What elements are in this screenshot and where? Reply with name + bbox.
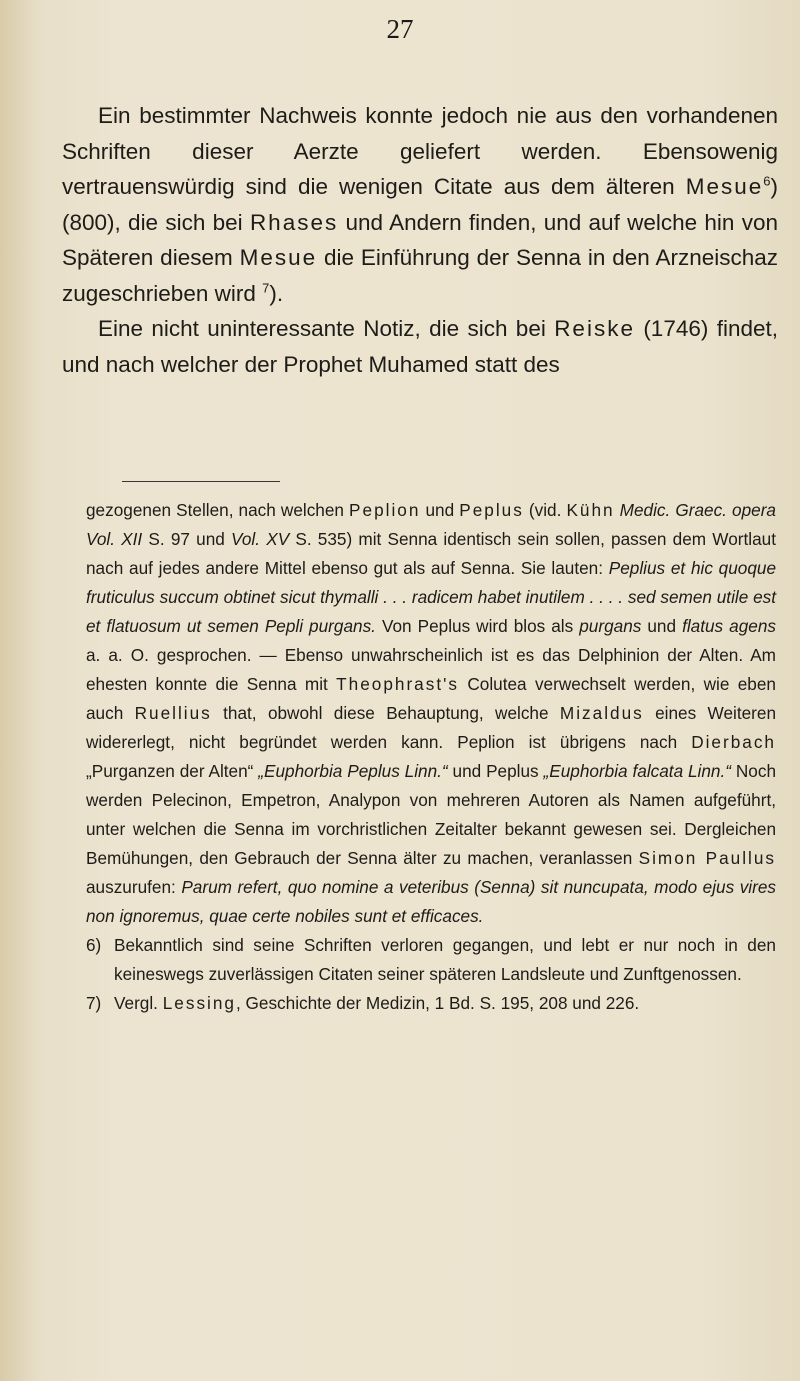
- text-run: Eine nicht uninteressante Notiz, die sich bei: [98, 316, 555, 341]
- text-run: S. 97 und: [142, 529, 232, 549]
- footnote-7-row: [86, 989, 776, 1018]
- footnotes: [86, 496, 776, 1018]
- author-name: Ruellius: [134, 703, 212, 723]
- footnote-ref: 7: [262, 280, 270, 295]
- text-run: eines Weiteren widererlegt, nicht begründet werden kann. Peplion ist übrigens nach: [86, 703, 777, 752]
- text-run: auszurufen:: [86, 877, 182, 897]
- italic-quote: Peplius et hic quoque fruticulus succum obtinet sicut thymalli . . . radicem habet inutilem . . . . sed semen utile est et flatuosum ut semen Pepli purgans.: [86, 558, 777, 636]
- text-run: (1746) findet, und nach welcher der Prophet Muhamed statt des: [62, 316, 778, 377]
- page-number: 27: [386, 14, 414, 44]
- italic-citation: Medic. Graec. opera Vol. XII: [86, 500, 776, 549]
- italic-term: „Euphorbia Peplus Linn.“: [258, 761, 448, 781]
- text-run: die Einführung der Senna in den Arzneischaz zugeschrieben wird: [62, 245, 779, 306]
- italic-citation: Vol. XV: [231, 529, 290, 549]
- paragraph-2: [62, 311, 778, 382]
- text-run: „Purganzen der Alten“: [86, 761, 259, 781]
- text-run: Ein bestimmter Nachweis konnte jedoch nie aus den vorhandenen Schriften dieser Aerzte geliefert werden. Ebensowenig vertrauenswürdig sind die wenigen Citate aus dem älteren: [62, 103, 778, 199]
- paragraph-1: [62, 98, 778, 311]
- text-run: und: [420, 500, 460, 520]
- term-name: Peplion: [349, 500, 421, 520]
- footnote-ref: 6: [763, 173, 771, 189]
- text-run: (vid.: [523, 500, 567, 520]
- text-run: Colutea verwechselt werden, wie eben auch: [86, 674, 776, 723]
- author-name: Theophrast's: [336, 674, 459, 694]
- italic-term: „Euphorbia falcata Linn.“: [543, 761, 731, 781]
- italic-quote: Parum refert, quo nomine a veteribus (Senna) sit nuncupata, modo ejus vires non ignoremus, quae certe nobiles sunt et efficaces.: [86, 877, 776, 926]
- text-run: und Peplus: [447, 761, 544, 781]
- author-name: Dierbach: [691, 732, 776, 752]
- text-run: Noch werden Pelecinon, Empetron, Analypon von mehreren Autoren als Namen aufgeführt, unter welchen die Senna im vorchristlichen Zeitalter bekannt gewesen sei. Dergleichen Bemühungen, den Gebrauch der Senna älter zu machen, veranlassen: [86, 761, 776, 868]
- author-name: Kühn: [566, 500, 615, 520]
- text-run: und: [641, 616, 683, 636]
- text-run: a. a. O. gesprochen. — Ebenso unwahrscheinlich ist es das Delphinion der Alten. Am ehesten konnte die Senna mit: [86, 645, 776, 694]
- text-run: , Geschichte der Medizin, 1 Bd. S. 195, 208 und 226.: [235, 993, 640, 1013]
- footnote-continuation: [86, 496, 776, 931]
- italic-term: purgans: [579, 616, 642, 636]
- text-run: und Andern finden, und auf welche hin von Späteren diesem: [62, 209, 778, 270]
- footnote-divider: [122, 481, 280, 482]
- author-name: Mesue: [685, 174, 764, 199]
- main-text: [62, 98, 778, 382]
- author-name: Reiske: [554, 316, 635, 341]
- author-name: Simon Paullus: [638, 848, 776, 868]
- term-name: Peplus: [459, 500, 524, 520]
- text-run: Vergl.: [114, 993, 163, 1013]
- author-name: Lessing: [162, 993, 236, 1013]
- footnote-text: Bekanntlich sind seine Schriften verloren gegangen, und lebt er nur noch in den keineswegs zuverlässigen Citaten seiner späteren Landsleute und Zunftgenossen.: [114, 935, 776, 984]
- footnote-number: 6): [86, 935, 102, 955]
- text-run: ) (800), die sich bei: [62, 174, 778, 235]
- italic-term: flatus agens: [682, 616, 776, 636]
- author-name: Mizaldus: [559, 703, 644, 723]
- author-name: Mesue: [239, 245, 318, 270]
- text-run: that, obwohl diese Behauptung, welche: [211, 703, 560, 723]
- footnote-text: [114, 989, 776, 1018]
- footnote-6: [86, 931, 776, 989]
- footnote-6-row: [86, 931, 776, 989]
- author-name: Rhases: [249, 209, 339, 235]
- text-run: ).: [269, 280, 284, 306]
- text-run: gezogenen Stellen, nach welchen: [86, 500, 350, 520]
- text-run: Von Peplus wird blos als: [375, 616, 580, 636]
- footnote-7: [86, 989, 776, 1018]
- text-run: S. 535) mit Senna identisch sein sollen, passen dem Wortlaut nach auf jedes andere Mittel ebenso gut als auf Senna. Sie lauten:: [86, 529, 776, 578]
- footnote-number: 7): [86, 993, 102, 1013]
